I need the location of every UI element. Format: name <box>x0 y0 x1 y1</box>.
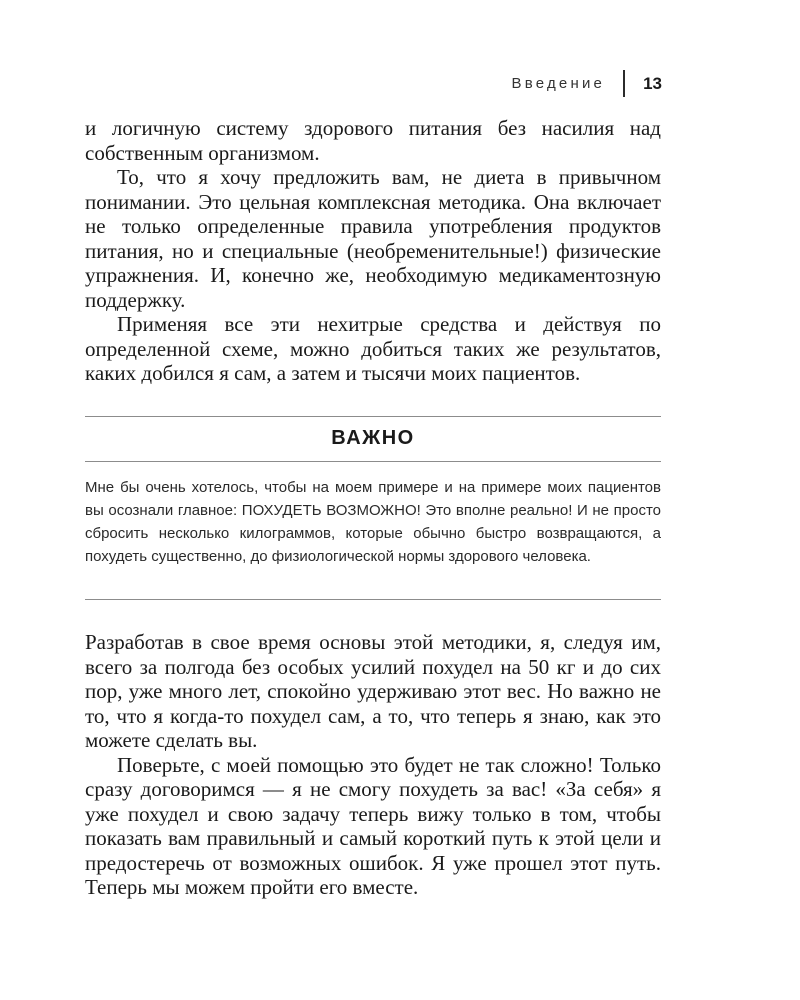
paragraph: Применяя все эти нехитрые средства и действуя по определенной схеме, можно добиться таких же результатов, каких добился я сам, а затем и тысячи моих пациентов. <box>85 312 661 385</box>
header-divider <box>623 70 625 97</box>
paragraph: Поверьте, с моей помощью это будет не так сложно! Только сразу договоримся — я не смогу похудеть за вас! «За себя» я уже похудел и свою задачу теперь вижу только в том, чтобы показать вам правильный и самый короткий путь к этой цели и предостеречь от возможных ошибок. Я уже прошел этот путь. Теперь мы можем пройти его вместе. <box>85 752 661 899</box>
important-box-text: Мне бы очень хотелось, чтобы на моем примере и на примере моих пациентов вы осознали главное: ПОХУДЕТЬ ВОЗМОЖНО! Это вполне реально! И не просто сбросить несколько килограммов, которые обычно быстро возвращаются, а похудеть существенно, до физиологической нормы здорового человека. <box>85 479 661 565</box>
box-bottom-rule <box>85 599 661 600</box>
box-title-rule <box>85 461 661 462</box>
running-header <box>512 70 662 97</box>
paragraph: То, что я хочу предложить вам, не диета в привычном понимании. Это цельная комплексная методика. Она включает не только определенные правила употребления продуктов питания, но и специальные (необременительные!) физические упражнения. И, конечно же, необходимую медикаментозную поддержку. <box>85 165 661 312</box>
box-top-rule <box>85 416 661 417</box>
paragraph: Разработав в свое время основы этой методики, я, следуя им, всего за полгода без особых усилий похудел на 50 кг и до сих пор, уже много лет, спокойно удерживаю этот вес. Но важно не то, что я когда-то похудел сам, а то, что теперь я знаю, как это можете сделать вы. <box>85 630 661 752</box>
section-name: Введение <box>511 75 606 92</box>
body-text-bottom <box>85 630 661 900</box>
important-box-title: ВАЖНО <box>331 427 415 449</box>
body-text-top <box>85 116 661 386</box>
paragraph: и логичную систему здорового питания без насилия над собственным организмом. <box>85 116 661 165</box>
page-number: 13 <box>643 73 662 93</box>
